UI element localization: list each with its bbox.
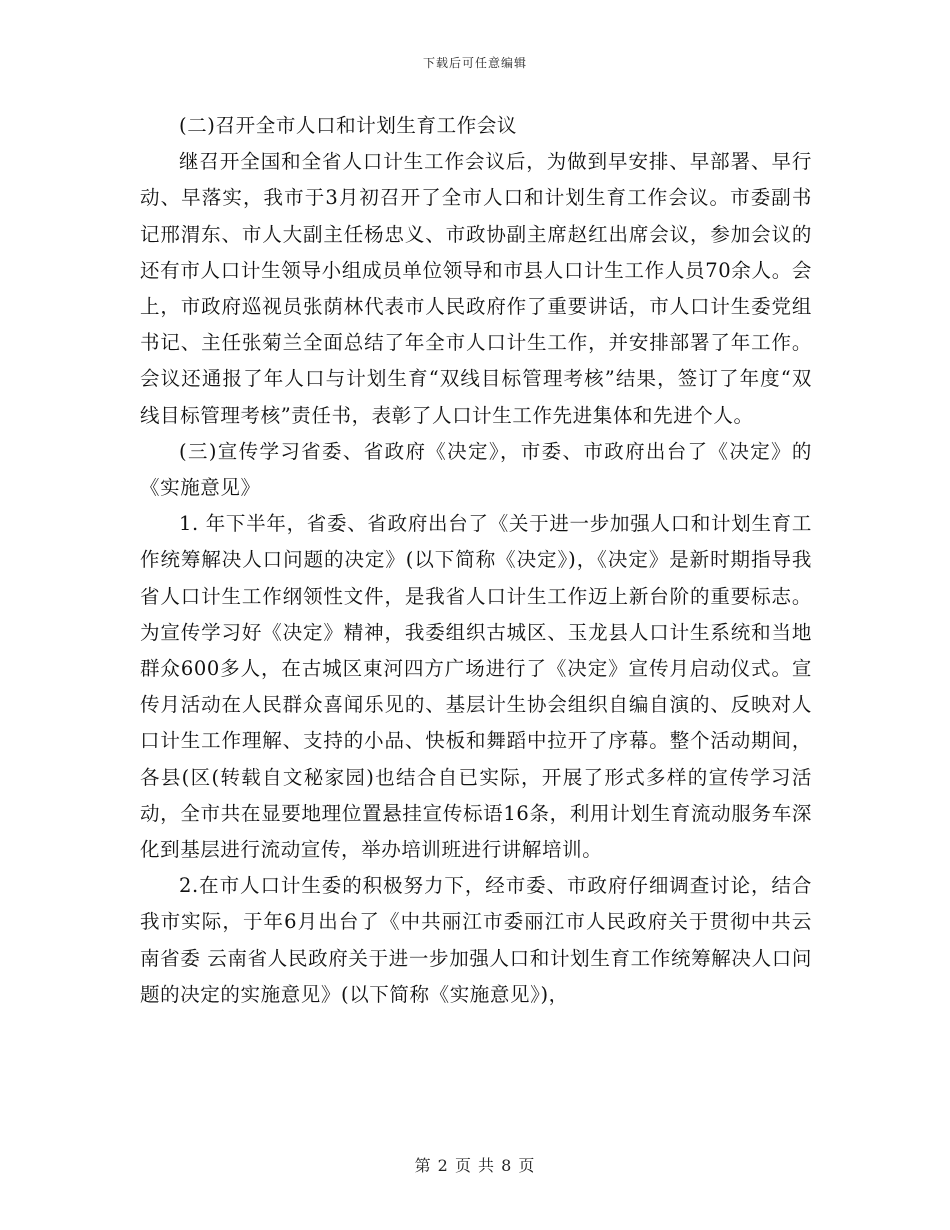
body-paragraph: 2.在市人口计生委的积极努力下，经市委、市政府仔细调查讨论，结合我市实际，于年6月出台了《中共丽江市委丽江市人民政府关于贯彻中共云南省委 云南省人民政府关于进一步加强人口和计划生育工作统筹解决人口问题的决定的实施意见》(以下简称《实施意见》)， [140, 874, 812, 1006]
page-number: 第 2 页 共 8 页 [414, 1156, 536, 1175]
body-paragraph: 继召开全国和全省人口计生工作会议后，为做到早安排、早部署、早行动、早落实，我市于3月初召开了全市人口和计划生育工作会议。市委副书记邢渭东、市人大副主任杨忠义、市政协副主席赵红出席会议，参加会议的还有市人口计生领导小组成员单位领导和市县人口计生工作人员70余人。会上，市政府巡视员张荫林代表市人民政府作了重要讲话，市人口计生委党组书记、主任张菊兰全面总结了年全市人口计生工作，并安排部署了年工作。会议还通报了年人口与计划生育“双线目标管理考核”结果，签订了年度“双线目标管理考核”责任书，表彰了人口计生工作先进集体和先进个人。 [140, 150, 812, 427]
section-heading-2: (二)召开全市人口和计划生育工作会议 [179, 114, 518, 137]
section-heading-3: (三)宣传学习省委、省政府《决定》，市委、市政府出台了《决定》的《实施意见》 [140, 439, 812, 500]
body-paragraph: 1. 年下半年，省委、省政府出台了《关于进一步加强人口和计划生育工作统筹解决人口问题的决定》(以下简称《决定》)，《决定》是新时期指导我省人口计生工作纲领性文件，是我省人口计生工作迈上新台阶的重要标志。为宣传学习好《决定》精神，我委组织古城区、玉龙县人口计生系统和当地群众600多人，在古城区東河四方广场进行了《决定》宣传月启动仪式。宣传月活动在人民群众喜闻乐见的、基层计生协会组织自编自演的、反映对人口计生工作理解、支持的小品、快板和舞蹈中拉开了序幕。整个活动期间，各县(区(转载自文秘家园)也结合自已实际，开展了形式多样的宣传学习活动，全市共在显要地理位置悬挂宣传标语16条，利用计划生育流动服务车深化到基层进行流动宣传，举办培训班进行讲解培训。 [140, 512, 812, 862]
page-header: 下载后可任意编辑 [422, 56, 527, 70]
document-body [140, 108, 812, 1013]
